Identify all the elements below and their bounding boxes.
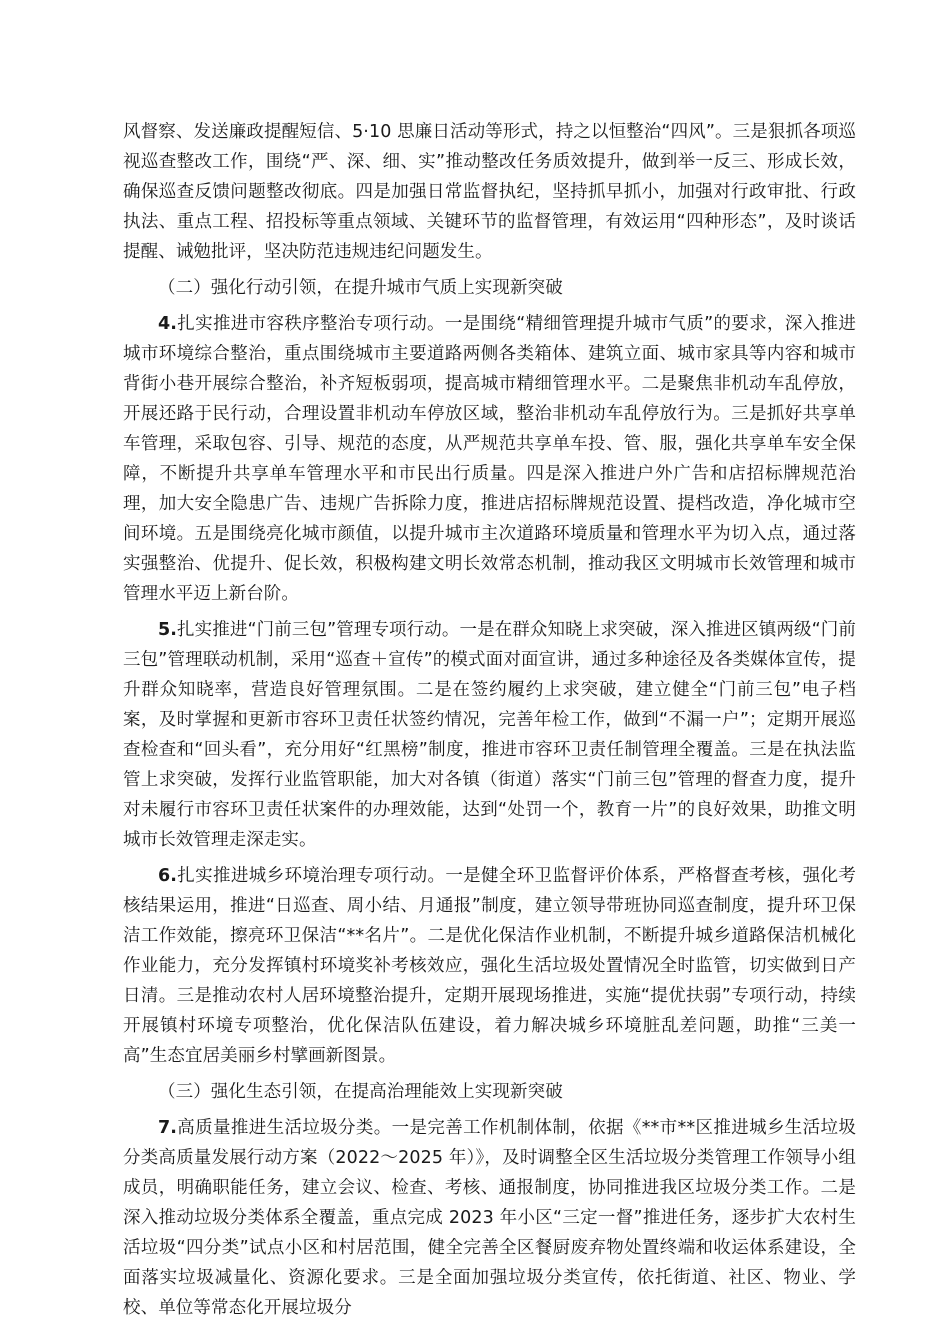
paragraph-item-7: [123, 1113, 856, 1323]
item-number: 6.: [158, 866, 178, 886]
item-text: 扎实推进城乡环境治理专项行动。一是健全环卫监督评价体系，严格督查考核，强化考核结果运用，推进“日巡查、周小结、月通报”制度，建立领导带班协同巡查制度，提升环卫保洁工作效能，擦亮环卫保洁“**名片”。二是优化保洁作业机制，不断提升城乡道路保洁机械化作业能力，充分发挥镇村环境奖补考核效应，强化生活垃圾处置情况全时监管，切实做到日产日清。三是推动农村人居环境整治提升，定期开展现场推进，实施“提优扶弱”专项行动，持续开展镇村环境专项整治，优化保洁队伍建设，着力解决城乡环境脏乱差问题，助推“三美一高”生态宜居美丽乡村擘画新图景。: [123, 866, 856, 1066]
document-body: [123, 117, 856, 1323]
paragraph-item-6: [123, 861, 856, 1071]
item-number: 7.: [158, 1118, 178, 1138]
item-text: 扎实推进市容秩序整治专项行动。一是围绕“精细管理提升城市气质”的要求，深入推进城市环境综合整治，重点围绕城市主要道路两侧各类箱体、建筑立面、城市家具等内容和城市背街小巷开展综合整治，补齐短板弱项，提高城市精细管理水平。二是聚焦非机动车乱停放，开展还路于民行动，合理设置非机动车停放区域，整治非机动车乱停放行为。三是抓好共享单车管理，采取包容、引导、规范的态度，从严规范共享单车投、管、服，强化共享单车安全保障，不断提升共享单车管理水平和市民出行质量。四是深入推进户外广告和店招标牌规范治理，加大安全隐患广告、违规广告拆除力度，推进店招标牌规范设置、提档改造，净化城市空间环境。五是围绕亮化城市颜值，以提升城市主次道路环境质量和管理水平为切入点，通过落实强整治、优提升、促长效，积极构建文明长效常态机制，推动我区文明城市长效管理和城市管理水平迈上新台阶。: [123, 314, 856, 604]
item-text: 扎实推进“门前三包”管理专项行动。一是在群众知晓上求突破，深入推进区镇两级“门前三包”管理联动机制，采用“巡查＋宣传”的模式面对面宣讲，通过多种途径及各类媒体宣传，提升群众知晓率，营造良好管理氛围。二是在签约履约上求突破，建立健全“门前三包”电子档案，及时掌握和更新市容环卫责任状签约情况，完善年检工作，做到“不漏一户”；定期开展巡查检查和“回头看”，充分用好“红黑榜”制度，推进市容环卫责任制管理全覆盖。三是在执法监管上求突破，发挥行业监管职能，加大对各镇（街道）落实“门前三包”管理的督查力度，提升对未履行市容环卫责任状案件的办理效能，达到“处罚一个，教育一片”的良好效果，助推文明城市长效管理走深走实。: [123, 620, 856, 850]
section-heading-2: （二）强化行动引领，在提升城市气质上实现新突破: [158, 278, 563, 298]
paragraph-item-4: [123, 309, 856, 609]
paragraph-item-5: [123, 615, 856, 855]
item-number: 5.: [158, 620, 178, 640]
item-text: 高质量推进生活垃圾分类。一是完善工作机制体制，依据《**市**区推进城乡生活垃圾分类高质量发展行动方案（2022～2025 年）》，及时调整全区生活垃圾分类管理工作领导小组成员，明确职能任务，建立会议、检查、考核、通报制度，协同推进我区垃圾分类工作。二是深入推动垃圾分类体系全覆盖，重点完成 2023 年小区“三定一督”推进任务，逐步扩大农村生活垃圾“四分类”试点小区和村居范围，健全完善全区餐厨废弃物处置终端和收运体系建设，全面落实垃圾减量化、资源化要求。三是全面加强垃圾分类宣传，依托街道、社区、物业、学校、单位等常态化开展垃圾分: [123, 1118, 856, 1318]
paragraph-continuation: 风督察、发送廉政提醒短信、5·10 思廉日活动等形式，持之以恒整治“四风”。三是狠抓各项巡视巡查整改工作，围绕“严、深、细、实”推动整改任务质效提升，做到举一反三、形成长效，确保巡查反馈问题整改彻底。四是加强日常监督执纪，坚持抓早抓小，加强对行政审批、行政执法、重点工程、招投标等重点领域、关键环节的监督管理，有效运用“四种形态”，及时谈话提醒、诫勉批评，坚决防范违规违纪问题发生。: [123, 122, 856, 262]
item-number: 4.: [158, 314, 178, 334]
section-heading-3: （三）强化生态引领，在提高治理能效上实现新突破: [158, 1082, 563, 1102]
